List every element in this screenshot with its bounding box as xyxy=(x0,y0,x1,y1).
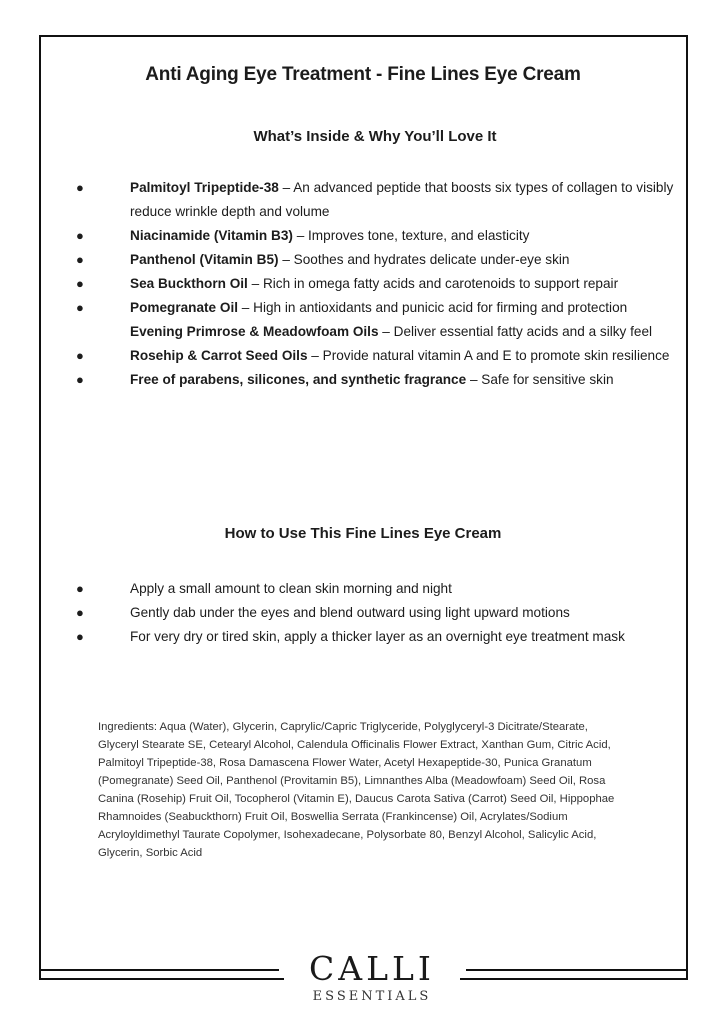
ingredient-description: – Safe for sensitive skin xyxy=(466,372,614,387)
usage-step-text: Apply a small amount to clean skin morning and night xyxy=(130,581,452,596)
brand-logo xyxy=(284,950,460,1012)
list-item xyxy=(0,224,726,248)
ingredient-name: Free of parabens, silicones, and synthetic fragrance xyxy=(130,372,467,387)
brand-name xyxy=(284,950,460,988)
ingredient-description: – Provide natural vitamin A and E to promote skin resilience xyxy=(307,348,670,363)
usage-steps-list xyxy=(0,577,726,649)
page-title: Anti Aging Eye Treatment - Fine Lines Eye Cream xyxy=(145,64,581,85)
bullet-icon: ● xyxy=(76,629,84,644)
ingredient-description: – Rich in omega fatty acids and carotenoids to support repair xyxy=(247,276,619,291)
list-item xyxy=(0,272,726,296)
brand-wordmark: CALLI xyxy=(309,949,435,988)
usage-step-text: For very dry or tired skin, apply a thicker layer as an overnight eye treatment mask xyxy=(130,629,625,644)
ingredient-description: – Improves tone, texture, and elasticity xyxy=(292,228,530,243)
ingredient-name: Pomegranate Oil xyxy=(130,300,239,315)
bullet-icon: ● xyxy=(76,252,84,267)
bullet-icon: ● xyxy=(76,180,84,195)
ingredients-benefits-list xyxy=(0,176,726,392)
bullet-icon: ● xyxy=(76,581,84,596)
list-item xyxy=(0,248,726,272)
bullet-icon: ● xyxy=(76,372,84,387)
bullet-icon: ● xyxy=(76,276,84,291)
bullet-icon: ● xyxy=(76,605,84,620)
ingredient-name: Rosehip & Carrot Seed Oils xyxy=(130,348,308,363)
brand-footer xyxy=(0,950,726,1024)
ingredient-description: – High in antioxidants and punicic acid for firming and protection xyxy=(238,300,628,315)
ingredient-description: – Soothes and hydrates delicate under-eye skin xyxy=(278,252,570,267)
ingredient-description: – Deliver essential fatty acids and a silky feel xyxy=(378,324,653,339)
list-item xyxy=(0,577,726,601)
brand-tagline: ESSENTIALS xyxy=(312,989,432,1004)
ingredient-name: Panthenol (Vitamin B5) xyxy=(130,252,279,267)
footer-rule-right xyxy=(466,969,688,971)
list-item xyxy=(0,625,726,649)
section-heading-inside: What’s Inside & Why You’ll Love It xyxy=(253,128,497,145)
list-item xyxy=(0,344,726,368)
usage-step-text: Gently dab under the eyes and blend outward using light upward motions xyxy=(130,605,570,620)
bullet-icon: ● xyxy=(76,348,84,363)
ingredient-description: – An advanced peptide that boosts six types of collagen to visibly reduce wrinkle depth and volume xyxy=(130,180,674,219)
ingredient-name: Niacinamide (Vitamin B3) xyxy=(130,228,293,243)
footer-rule-left xyxy=(39,969,279,971)
ingredient-name: Evening Primrose & Meadowfoam Oils xyxy=(130,324,379,339)
section-heading-how-to-use: How to Use This Fine Lines Eye Cream xyxy=(224,525,502,542)
list-item xyxy=(0,601,726,625)
bullet-icon: ● xyxy=(76,300,84,315)
bullet-icon: ● xyxy=(76,228,84,243)
list-item xyxy=(0,176,726,224)
list-item xyxy=(0,368,726,392)
ingredient-name: Palmitoyl Tripeptide-38 xyxy=(130,180,279,195)
ingredient-name: Sea Buckthorn Oil xyxy=(130,276,248,291)
list-item xyxy=(0,320,726,344)
ingredients-text: Ingredients: Aqua (Water), Glycerin, Caprylic/Capric Triglyceride, Polyglyceryl-3 Dicitrate/Stearate, Glyceryl Stearate SE, Cetearyl Alcohol, Calendula Officinalis Flower Extract, Xanthan Gum, Citric Acid, Palmitoyl Tripeptide-38, Rosa Damascena Flower Water, Acetyl Hexapeptide-30, Punica Granatum (Pomegranate) Seed Oil, Panthenol (Provitamin B5), Limnanthes Alba (Meadowfoam) Seed Oil, Rosa Canina (Rosehip) Fruit Oil, Tocopherol (Vitamin E), Daucus Carota Sativa (Carrot) Seed Oil, Hippophae Rhamnoides (Seabuckthorn) Fruit Oil, Boswellia Serrata (Frankincense) Oil, Acrylates/Sodium Acryloyldimethyl Taurate Copolymer, Isohexadecane, Polysorbate 80, Benzyl Alcohol, Salicylic Acid, Glycerin, Sorbic Acid xyxy=(98,721,615,859)
list-item xyxy=(0,296,726,320)
